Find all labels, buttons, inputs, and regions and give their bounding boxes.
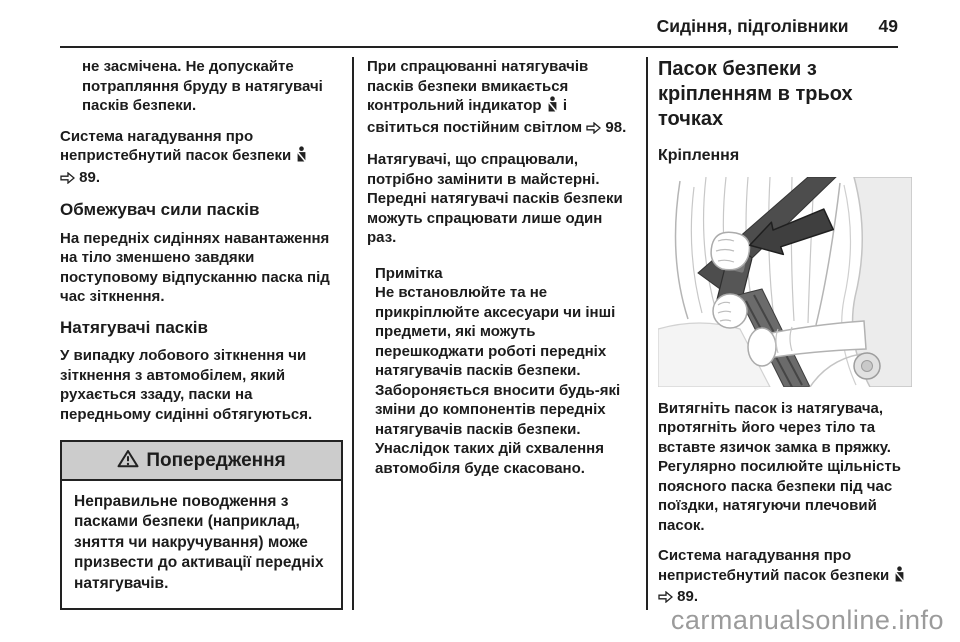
fastening-instructions-paragraph: Витягніть пасок із натягувача, протягніть його через тіло та вставте язичок замка в пряжку. Регулярно посилюйте щільність поясного паска безпеки під час поїздки, натягуючи плечовий пасок. (658, 399, 901, 534)
warning-body: Неправильне поводження з пасками безпеки (наприклад, зняття чи накручування) може призвести до активації передніх натягувачів. (74, 492, 324, 592)
page-reference (658, 588, 698, 605)
force-limiter-paragraph: На передніх сидіннях навантаження на тіло зменшено завдяки поступовому відпусканню паска під час зіткнення. (60, 229, 330, 305)
seatbelt-reminder-icon (295, 146, 308, 168)
note-body: Не встановлюйте та не прикріплюйте аксесуари чи інші предмети, які можуть перешкоджати роботі передніх натягувачів пасків безпеки. Забороняється вносити будь-які зміни до компонентів передніх натягувачів пасків безпеки. Унаслідок таких дій схвалення автомобіля буде скасовано. (375, 284, 621, 477)
column-divider-1 (352, 57, 354, 610)
column-divider-2 (646, 57, 648, 610)
seatbelt-reminder-icon (893, 566, 906, 588)
page-ref-number: 89. (79, 168, 101, 186)
belt-reminder-paragraph (60, 127, 342, 190)
page-content (60, 57, 912, 620)
page-reference-arrow-icon (586, 120, 601, 140)
force-limiter-heading: Обмежувач сили пасків (60, 200, 260, 219)
seatbelt-fastening-illustration (658, 177, 912, 387)
column-2 (367, 57, 635, 620)
fastening-subheading: Кріплення (658, 147, 740, 164)
belt-reminder-paragraph (658, 546, 912, 609)
warning-title: Попередження (146, 450, 286, 471)
buckle-continuation-paragraph: не засмічена. Не допускайте потрапляння бруду в натягувачі пасків безпеки. (82, 58, 323, 114)
belt-reminder-text: Система нагадування про непристебнутий пасок безпеки (658, 547, 890, 584)
belt-tensioners-heading: Натягувачі пасків (60, 317, 208, 337)
column-1 (60, 57, 342, 620)
watermark: carmanualsonline.info (670, 605, 944, 635)
three-point-belt-heading (658, 57, 912, 132)
page-ref-number: 98. (605, 118, 627, 136)
page-header (60, 16, 898, 48)
note-block (375, 264, 635, 479)
warning-box (60, 440, 343, 610)
tensioner-activation-paragraph (367, 57, 635, 139)
heading-line-1: Пасок безпеки з (658, 58, 817, 80)
belt-tensioners-paragraph: У випадку лобового зіткнення чи зіткнення з автомобілем, який рухається ззаду, паски на передньому сидінні обтягуються. (60, 347, 313, 423)
activation-text-after: і світиться постійним світлом (367, 97, 583, 136)
activation-text-before: При спрацюванні натягувачів пасків безпеки вмикається контрольний індикатор (367, 58, 589, 114)
seatbelt-indicator-icon (546, 96, 559, 118)
page-number: 49 (878, 16, 898, 36)
warning-triangle-icon (117, 449, 139, 473)
page-ref-number: 89. (677, 588, 699, 605)
page-reference-arrow-icon (60, 170, 75, 190)
page-title: Сидіння, підголівники (656, 16, 849, 36)
tensioner-replacement-paragraph: Натягувачі, що спрацювали, потрібно замінити в майстерні. Передні натягувачі пасків безпеки можуть спрацювати лише один раз. (367, 151, 623, 246)
belt-reminder-text: Система нагадування про непристебнутий пасок безпеки (60, 127, 292, 164)
warning-box-header (62, 442, 341, 481)
heading-line-2: кріпленням в трьох точках (658, 83, 853, 130)
column-3 (658, 57, 912, 620)
page-reference (60, 169, 100, 186)
page-reference (586, 119, 626, 136)
note-title: Примітка (375, 264, 443, 282)
